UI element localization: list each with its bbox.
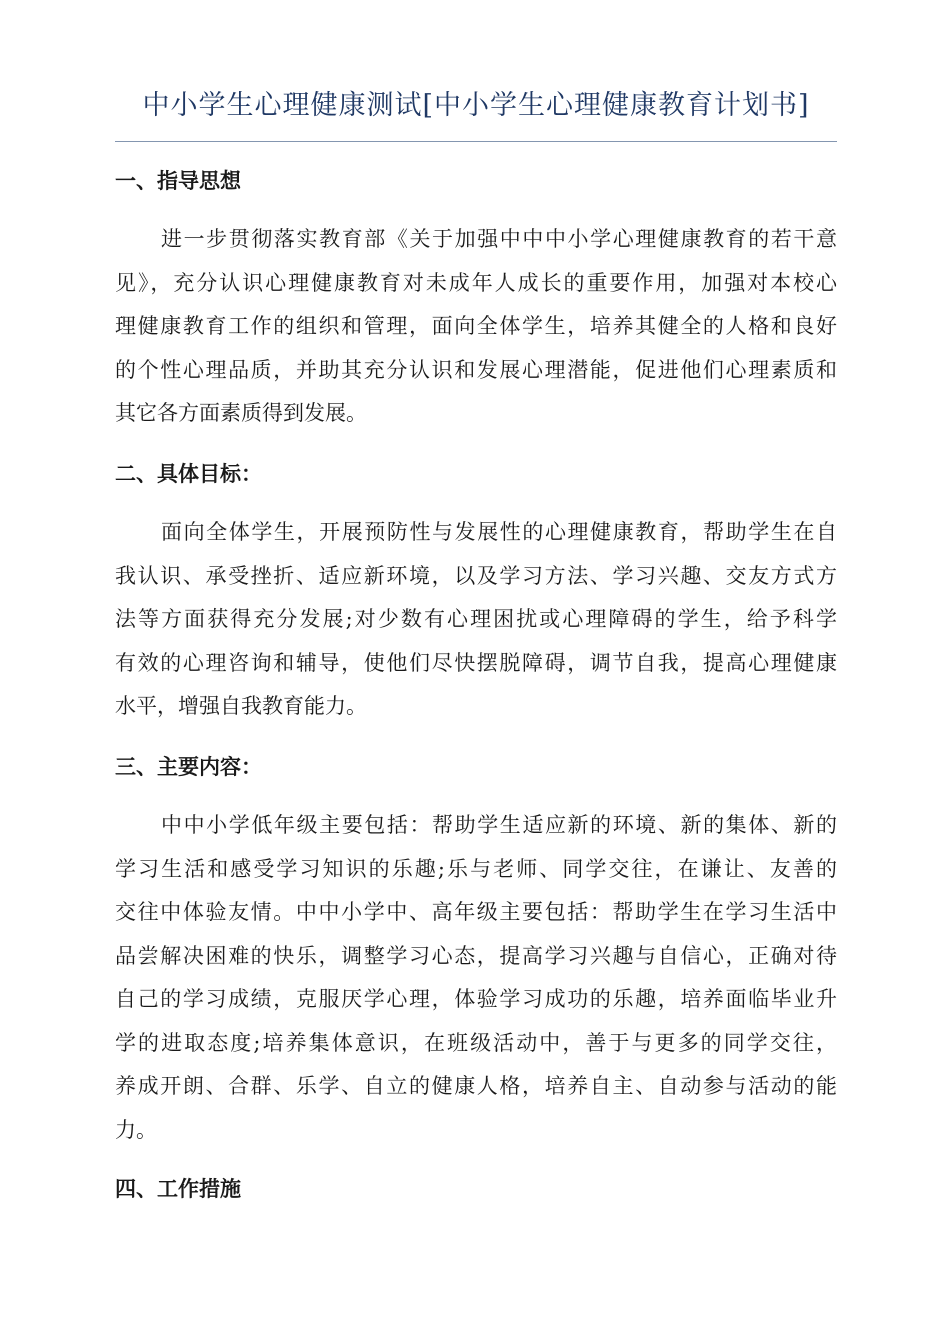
paragraph-line: 养成开朗、合群、乐学、自立的健康人格，培养自主、自动参与活动的能 [115, 1074, 837, 1098]
paragraph-line: 力。 [115, 1117, 157, 1142]
paragraph-line: 学习生活和感受学习知识的乐趣;乐与老师、同学交往，在谦让、友善的 [115, 856, 837, 881]
document-title: 中小学生心理健康测试[中小学生心理健康教育计划书] [142, 90, 810, 121]
paragraph-line: 学的进取态度;培养集体意识，在班级活动中，善于与更多的同学交往， [115, 1030, 837, 1055]
paragraph-line: 自己的学习成绩，克服厌学心理，体验学习成功的乐趣，培养面临毕业升 [115, 987, 837, 1011]
paragraph-line: 面向全体学生，开展预防性与发展性的心理健康教育，帮助学生在自 [161, 520, 837, 544]
paragraph-line: 中中小学低年级主要包括：帮助学生适应新的环境、新的集体、新的 [161, 813, 837, 837]
paragraph-line: 有效的心理咨询和辅导，使他们尽快摆脱障碍，调节自我，提高心理健康 [115, 650, 837, 675]
paragraph-line: 水平，增强自我教育能力。 [115, 694, 367, 718]
paragraph-line: 我认识、承受挫折、适应新环境，以及学习方法、学习兴趣、交友方式方 [115, 563, 837, 588]
section-heading-guiding-ideology: 一、指导思想 [115, 168, 241, 193]
section-paragraph-specific-goals [115, 511, 837, 729]
section-paragraph-main-content [115, 804, 837, 1152]
paragraph-line: 理健康教育工作的组织和管理，面向全体学生，培养其健全的人格和良好 [115, 314, 837, 338]
paragraph-line: 品尝解决困难的快乐，调整学习心态，提高学习兴趣与自信心，正确对待 [115, 943, 837, 968]
section-paragraph-guiding-ideology [115, 218, 837, 436]
section-heading-main-content: 三、主要内容： [115, 754, 262, 779]
paragraph-line: 见》，充分认识心理健康教育对未成年人成长的重要作用，加强对本校心 [115, 270, 837, 295]
section-heading-specific-goals: 二、具体目标： [115, 461, 262, 486]
paragraph-line: 交往中体验友情。中中小学中、高年级主要包括：帮助学生在学习生活中 [115, 900, 837, 924]
paragraph-line: 其它各方面素质得到发展。 [115, 401, 367, 425]
paragraph-line: 进一步贯彻落实教育部《关于加强中中中小学心理健康教育的若干意 [161, 227, 837, 251]
paragraph-line: 的个性心理品质，并助其充分认识和发展心理潜能，促进他们心理素质和 [115, 357, 837, 382]
section-heading-work-measures: 四、工作措施 [115, 1176, 241, 1201]
paragraph-line: 法等方面获得充分发展;对少数有心理困扰或心理障碍的学生，给予科学 [115, 607, 837, 631]
title-divider [115, 141, 837, 142]
